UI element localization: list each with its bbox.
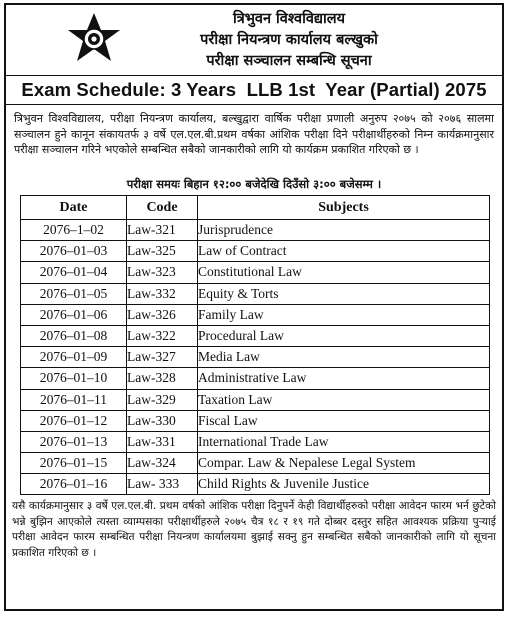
notice-header bbox=[6, 5, 502, 76]
row-date: 2076–01–05 bbox=[21, 283, 127, 304]
row-date: 2076–01–04 bbox=[21, 262, 127, 283]
row-date: 2076–01–13 bbox=[21, 431, 127, 452]
row-date: 2076–01–15 bbox=[21, 453, 127, 474]
row-code: Law- 333 bbox=[127, 474, 198, 495]
exam-time: परीक्षा समयः बिहान १२:०० बजेदेखि दिउँसो ३:०० बजेसम्म । bbox=[126, 177, 382, 191]
row-date: 2076–01–16 bbox=[21, 474, 127, 495]
row-subject: Law of Contract bbox=[198, 241, 490, 262]
table-row bbox=[21, 220, 490, 241]
table-header-row bbox=[21, 196, 490, 220]
row-subject: Taxation Law bbox=[198, 389, 490, 410]
row-subject: International Trade Law bbox=[198, 431, 490, 452]
table-row bbox=[21, 389, 490, 410]
row-subject: Procedural Law bbox=[198, 325, 490, 346]
row-date: 2076–01–06 bbox=[21, 304, 127, 325]
table-row bbox=[21, 262, 490, 283]
row-code: Law-326 bbox=[127, 304, 198, 325]
table-row bbox=[21, 283, 490, 304]
row-code: Law-324 bbox=[127, 453, 198, 474]
table-row bbox=[21, 347, 490, 368]
row-code: Law-327 bbox=[127, 347, 198, 368]
row-code: Law-323 bbox=[127, 262, 198, 283]
header-notice-title: परीक्षा सञ्चालन सम्बन्धि सूचना bbox=[206, 53, 372, 69]
header-subjects: Subjects bbox=[198, 196, 490, 220]
row-subject: Jurisprudence bbox=[198, 220, 490, 241]
row-code: Law-332 bbox=[127, 283, 198, 304]
row-code: Law-328 bbox=[127, 368, 198, 389]
row-code: Law-330 bbox=[127, 410, 198, 431]
row-subject: Administrative Law bbox=[198, 368, 490, 389]
header-text bbox=[146, 9, 432, 72]
header-date: Date bbox=[21, 196, 127, 220]
table-row bbox=[21, 474, 490, 495]
row-date: 2076–01–12 bbox=[21, 410, 127, 431]
row-date: 2076–01–03 bbox=[21, 241, 127, 262]
header-code: Code bbox=[127, 196, 198, 220]
intro-paragraph: त्रिभुवन विश्वविद्यालय, परीक्षा नियन्त्रण कार्यालय, बल्खुद्वारा वार्षिक परीक्षा प्रणाली अनुरुप २०७५ को २०७६ सालमा सञ्चालन हुने कानून संकायतर्फ ३ वर्षे एल.एल.बी.प्रथम वर्षका आंशिक परीक्षा दिने परीक्षार्थीहरुको निम्न कार्यक्रमानुसार परीक्षा सञ्चालन गरिने भएकोले सम्बन्धित सबैको जानकारीको लागि यो कार्यक्रम प्रकाशित गरिएको छ । bbox=[14, 112, 494, 156]
notice-page bbox=[4, 3, 504, 611]
row-subject: Family Law bbox=[198, 304, 490, 325]
table-row bbox=[21, 304, 490, 325]
row-date: 2076–1–02 bbox=[21, 220, 127, 241]
schedule-table bbox=[20, 195, 490, 495]
row-code: Law-329 bbox=[127, 389, 198, 410]
table-row bbox=[21, 325, 490, 346]
table-row bbox=[21, 453, 490, 474]
footer-paragraph: यसै कार्यक्रमानुसार ३ वर्षे एल.एल.बी. प्रथम वर्षको आंशिक परीक्षा दिनुपर्ने केही विद्यार्थीहरुको परीक्षा आवेदन फारम भर्न छुटेको भन्ने बुझिन आएकोले त्यस्ता व्याम्पसका परीक्षार्थीहरुले २०७५ चैत्र १८ र १९ गते दोब्बर दस्तुर सहित आवश्यक प्रक्रिया पुऱ्याई परीक्षा आवेदन फारम सम्बन्धित परीक्षा नियन्त्रण कार्यालयमा बुझाई सक्नु हुन सम्बन्धित सबैको जानकारीको लागि यो सूचना प्रकाशित गरिएको छ । bbox=[12, 500, 496, 559]
row-date: 2076–01–09 bbox=[21, 347, 127, 368]
table-row bbox=[21, 241, 490, 262]
row-code: Law-321 bbox=[127, 220, 198, 241]
row-subject: Constitutional Law bbox=[198, 262, 490, 283]
row-date: 2076–01–08 bbox=[21, 325, 127, 346]
schedule-title: Exam Schedule: 3 Years LLB 1st Year (Partial) 2075 bbox=[6, 76, 502, 105]
row-subject: Media Law bbox=[198, 347, 490, 368]
row-date: 2076–01–10 bbox=[21, 368, 127, 389]
row-code: Law-322 bbox=[127, 325, 198, 346]
row-code: Law-325 bbox=[127, 241, 198, 262]
header-office-name: परीक्षा नियन्त्रण कार्यालय बल्खुको bbox=[200, 32, 378, 48]
table-row bbox=[21, 368, 490, 389]
row-code: Law-331 bbox=[127, 431, 198, 452]
university-logo bbox=[66, 11, 122, 67]
row-subject: Fiscal Law bbox=[198, 410, 490, 431]
table-row bbox=[21, 410, 490, 431]
table-row bbox=[21, 431, 490, 452]
header-university-name: त्रिभुवन विश्वविद्यालय bbox=[232, 11, 346, 27]
row-subject: Child Rights & Juvenile Justice bbox=[198, 474, 490, 495]
row-date: 2076–01–11 bbox=[21, 389, 127, 410]
row-subject: Equity & Torts bbox=[198, 283, 490, 304]
row-subject: Compar. Law & Nepalese Legal System bbox=[198, 453, 490, 474]
